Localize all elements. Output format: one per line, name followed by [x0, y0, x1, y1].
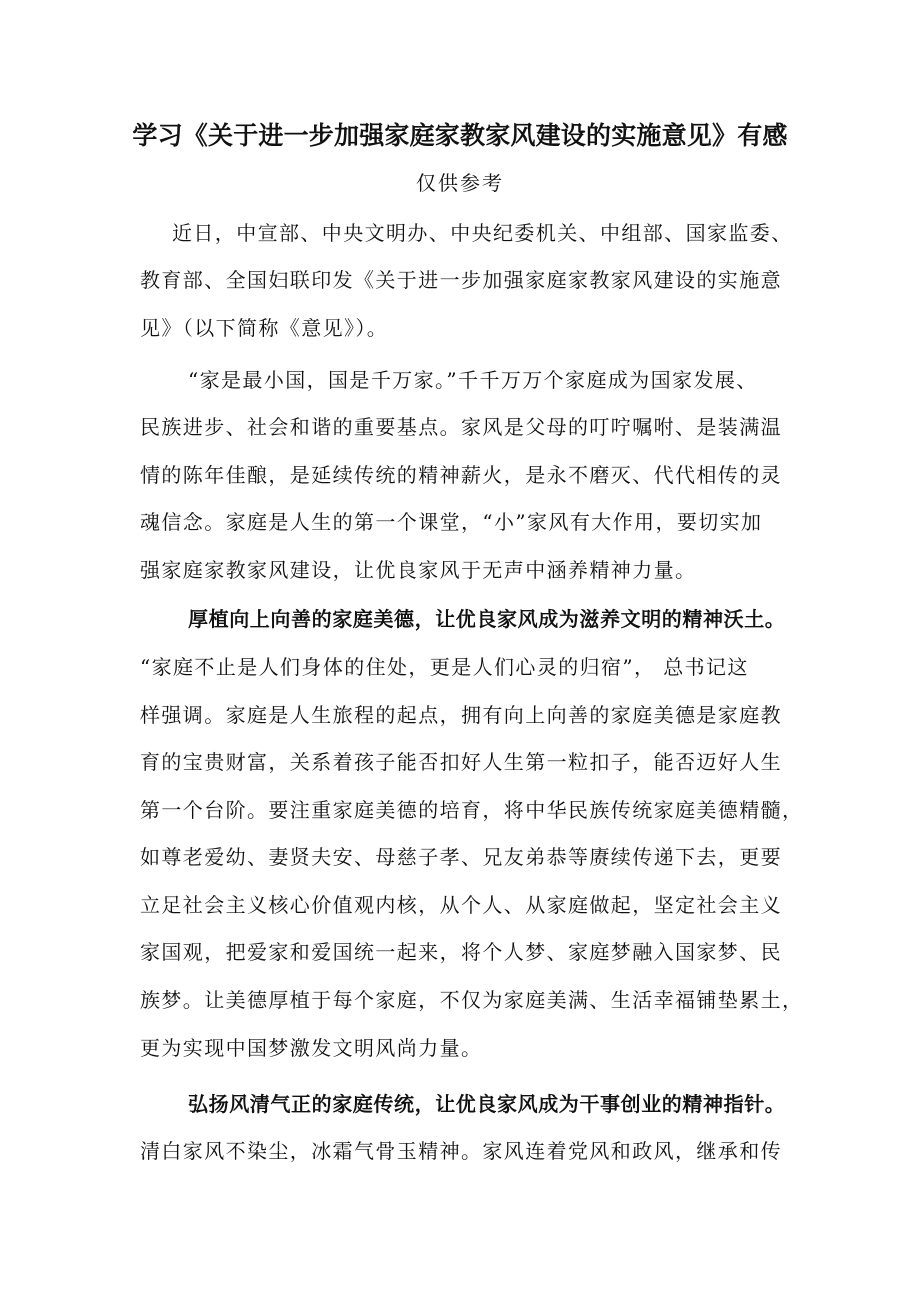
paragraph-line: 近日，中宣部、中央文明办、中央纪委机关、中组部、国家监委、	[172, 221, 793, 245]
paragraph-line: 家国观，把爱家和爱国统一起来，将个人梦、家庭梦融入国家梦、民	[140, 940, 782, 964]
document-subtitle: 仅供参考	[416, 171, 504, 195]
section-heading: 厚植向上向善的家庭美德，让优良家风成为滋养文明的精神沃土。	[188, 607, 786, 631]
paragraph-line: 样强调。家庭是人生旅程的起点，拥有向上向善的家庭美德是家庭教	[140, 703, 782, 727]
paragraph-line: 情的陈年佳酿，是延续传统的精神薪火，是永不磨灭、代代相传的灵	[140, 463, 782, 487]
paragraph-line: 族梦。让美德厚植于每个家庭，不仅为家庭美满、生活幸福铺垫累土，	[140, 988, 804, 1012]
paragraph-line: 见》（以下简称《意见》）。	[140, 316, 389, 340]
paragraph-line: 育的宝贵财富，关系着孩子能否扣好人生第一粒扣子，能否迈好人生	[140, 750, 782, 774]
paragraph-line: “家是最小国，国是千万家。”千千万万个家庭成为国家发展、	[188, 368, 758, 392]
section-heading: 弘扬风清气正的家庭传统，让优良家风成为干事创业的精神指针。	[188, 1092, 786, 1116]
paragraph-line: 清白家风不染尘，冰霜气骨玉精神。家风连着党风和政风，继承和传	[140, 1139, 782, 1163]
paragraph-line: 立足社会主义核心价值观内核，从个人、从家庭做起，坚定社会主义	[140, 893, 782, 917]
paragraph-line: “家庭不止是人们身体的住处，更是人们心灵的归宿”， 总书记这	[140, 655, 749, 679]
document-title: 学习《关于进一步加强家庭家教家风建设的实施意见》有感	[132, 121, 788, 150]
paragraph-line: 第一个台阶。要注重家庭美德的培育，将中华民族传统家庭美德精髓，	[140, 798, 804, 822]
paragraph-line: 更为实现中国梦激发文明风尚力量。	[140, 1036, 483, 1060]
paragraph-line: 魂信念。家庭是人生的第一个课堂，“小”家风有大作用，要切实加	[140, 510, 763, 534]
paragraph-line: 如尊老爱幼、妻贤夫安、母慈子孝、兄友弟恭等赓续传递下去，更要	[140, 845, 782, 869]
paragraph-line: 教育部、全国妇联印发《关于进一步加强家庭家教家风建设的实施意	[140, 268, 782, 292]
paragraph-line: 民族进步、社会和谐的重要基点。家风是父母的叮咛嘱咐、是装满温	[140, 415, 782, 439]
paragraph-line: 强家庭家教家风建设，让优良家风于无声中涵养精神力量。	[140, 558, 697, 582]
